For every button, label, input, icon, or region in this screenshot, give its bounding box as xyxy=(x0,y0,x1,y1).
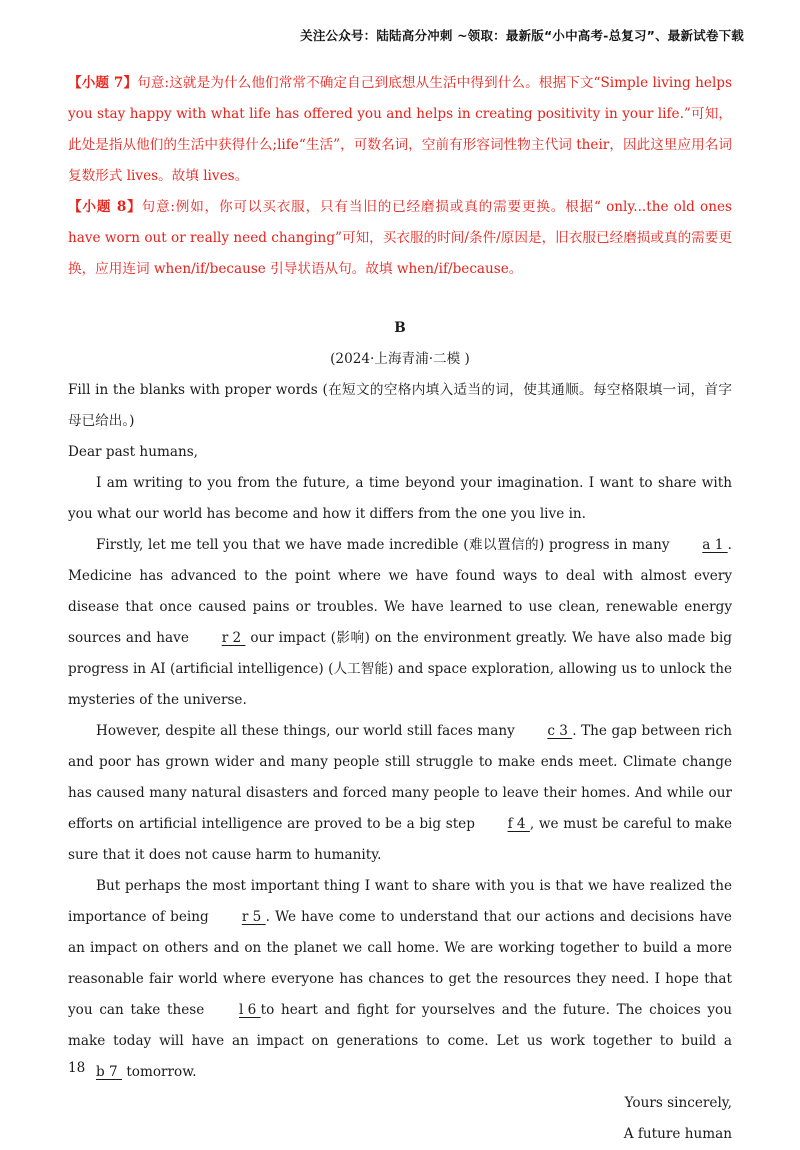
p4-text-b: . We have come to understand that our actions and decisions have an impact on others and on the planet we call home. We are working together to build a more reasonable fair world where everyone has chances to get the resources they need. I hope that you can take these xyxy=(68,909,732,1018)
blank-4: f 4 xyxy=(507,816,530,832)
p3-text-a: However, despite all these things, our world still faces many xyxy=(96,723,520,739)
p4-text-c: to heart and fight for yourselves and the future. The choices you make today will have an impact on generations to come. Let us work together to build a xyxy=(68,1002,732,1049)
blank-3: c 3 xyxy=(547,723,573,739)
paragraph-3 xyxy=(68,716,732,871)
blank-1: a 1 xyxy=(702,537,728,553)
source-line: (2024·上海青浦·二模 ) xyxy=(330,351,470,367)
q7-text: 句意:这就是为什么他们常常不确定自己到底想从生活中得到什么。根据下文“Simple living helps you stay happy with what life has offered you and helps in creating positivity in your life.”可知，此处是指从他们的生活中获得什么;life“生活”，可数名词，空前有形容词性物主代词 their，因此这里应用名词复数形式 lives。故填 lives。 xyxy=(68,75,732,184)
instruction: Fill in the blanks with proper words (在短文的空格内填入适当的词，使其通顺。每空格限填一词，首字母已给出。) xyxy=(68,382,732,429)
p3-text-c: , we must be careful to make sure that it does not cause harm to humanity. xyxy=(68,816,732,863)
blank-6: l 6 xyxy=(239,1002,261,1018)
p2-text-b: . Medicine has advanced to the point where we have found ways to deal with almost every disease that once caused pains or troubles. We have learned to use clean, renewable energy sources and have xyxy=(68,537,732,646)
p4-text-d: tomorrow. xyxy=(122,1064,197,1080)
q8-text: 句意:例如，你可以买衣服，只有当旧的已经磨损或真的需要更换。根据“ only...the old ones have worn out or really need changing”可知，买衣服的时间/条件/原因是，旧衣服已经磨损或真的需要更换，应用连词 when/if/because 引导状语从句。故填 when/if/because。 xyxy=(68,199,732,277)
page-header: 关注公众号：陆陆高分冲刺 ~领取：最新版“小中高考-总复习”、最新试卷下载 xyxy=(300,28,744,43)
blank-2: r 2 xyxy=(221,630,246,646)
q7-tag: 【小题 7】 xyxy=(68,75,138,91)
paragraph-1: I am writing to you from the future, a time beyond your imagination. I want to share with you what our world has become and how it differs from the one you live in. xyxy=(68,475,732,522)
reading-passage xyxy=(68,313,732,1150)
paragraph-4 xyxy=(68,871,732,1088)
p2-text-c: our impact (影响) on the environment greatly. We have also made big progress in AI (artificial intelligence) (人工智能) and space exploration, allowing us to unlock the mysteries of the universe. xyxy=(68,630,732,708)
answer-q8 xyxy=(68,192,732,285)
answer-q7 xyxy=(68,68,732,192)
greeting: Dear past humans, xyxy=(68,444,198,460)
p3-text-b: . The gap between rich and poor has grown wider and many people still struggle to make ends meet. Climate change has caused many natural disasters and forced many people to leave their homes. And while our efforts on artificial intelligence are proved to be a big step xyxy=(68,723,732,832)
blank-7: b 7 xyxy=(96,1064,122,1080)
p4-text-a: But perhaps the most important thing I want to share with you is that we have realized the importance of being xyxy=(68,878,732,925)
p2-text-a: Firstly, let me tell you that we have made incredible (难以置信的) progress in many xyxy=(96,537,675,553)
paragraph-2 xyxy=(68,530,732,716)
q8-tag: 【小题 8】 xyxy=(68,199,142,215)
answer-explanations xyxy=(68,68,732,285)
closing: Yours sincerely, xyxy=(624,1095,732,1111)
signature: A future human xyxy=(623,1126,732,1142)
section-title: B xyxy=(394,320,406,336)
page-number: 18 xyxy=(68,1060,86,1076)
blank-5: r 5 xyxy=(241,909,266,925)
